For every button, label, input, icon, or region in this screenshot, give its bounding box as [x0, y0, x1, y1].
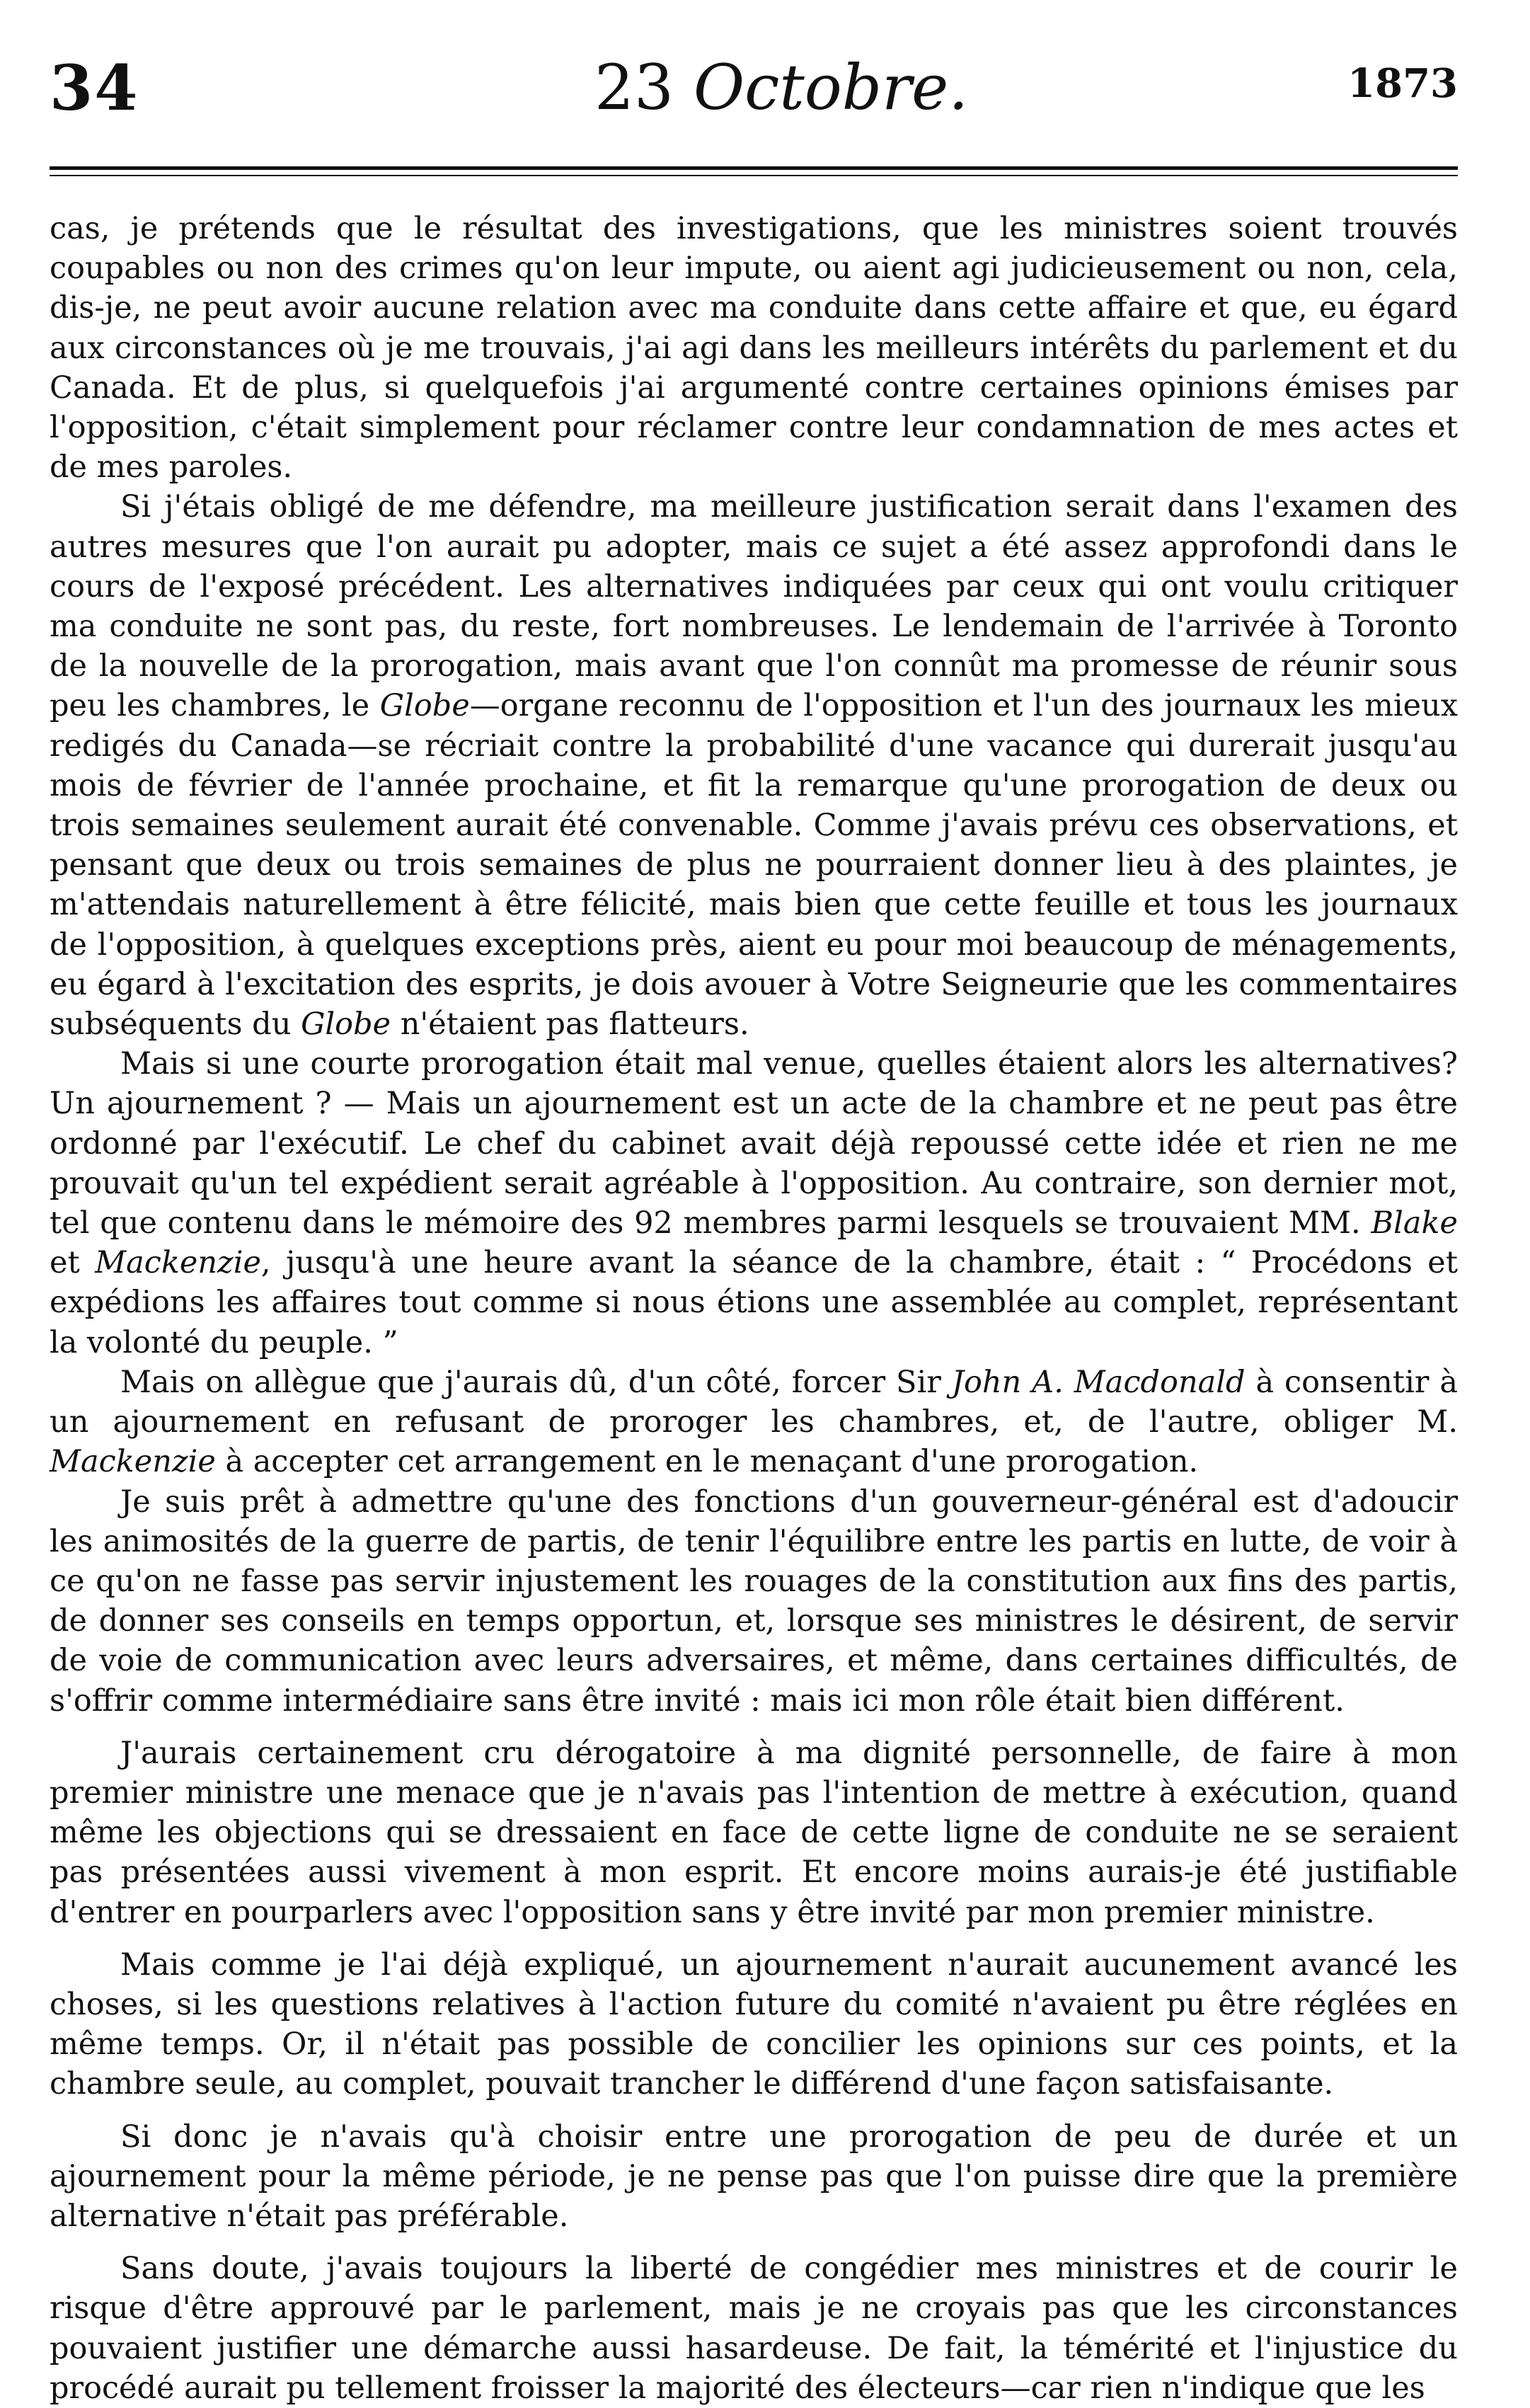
- paragraph: [50, 1733, 1458, 1932]
- paragraph-text: à consentir à un ajournement en refusant de proroger les chambres, et, de l'autre, obliger M.: [50, 1364, 1459, 1440]
- paragraph: [50, 2117, 1458, 2237]
- paragraph-text: et: [50, 1245, 96, 1281]
- paragraph-text: Je suis prêt à admettre qu'une des fonctions d'un gouverneur-général est d'adoucir les animosités de la guerre de partis, de tenir l'équilibre entre les partis en lutte, de voir à ce qu'on ne fasse pas servir injustement les rouages de la constitution aux fins des partis, de donner ses conseils en temps opportun, et, lorsque ses ministres le désirent, de servir de voie de communication avec leurs adversaires, et même, dans certaines difficultés, de s'offrir comme intermédiaire sans être invité : mais ici mon rôle était bien différent.: [50, 1484, 1458, 1719]
- paragraph-text: —organe reconnu de l'opposition et l'un des journaux les mieux redigés du Canada—se récriait contre la probabilité d'une vacance qui durerait jusqu'au mois de février de l'année prochaine, et fit la remarque qu'une prorogation de deux ou trois semaines seulement aurait été convenable. Comme j'avais prévu ces observations, et pensant que deux ou trois semaines de plus ne pourraient donner lieu à des plaintes, je m'attendais naturellement à être félicité, mais bien que cette feuille et tous les journaux de l'opposition, à quelques exceptions près, aient eu pour moi beaucoup de ménagements, eu égard à l'excitation des esprits, je dois avouer à Votre Seigneurie que les commentaires subséquents du: [50, 688, 1458, 1043]
- header-rule-thin: [50, 175, 1458, 176]
- body-text: [50, 209, 1458, 2408]
- italic-text: Globe: [301, 1007, 391, 1043]
- paragraph-text: , jusqu'à une heure avant la séance de la chambre, était : “ Procédons et expédions les affaires tout comme si nous étions une assemblée au complet, représentant la volonté du peuple. ”: [50, 1245, 1458, 1360]
- running-head-date: [594, 51, 969, 124]
- paragraph: [50, 1044, 1458, 1363]
- paragraph-text: à accepter cet arrangement en le menaçant d'une prorogation.: [215, 1444, 1199, 1480]
- paragraph-text: Si donc je n'avais qu'à choisir entre une prorogation de peu de durée et un ajournement pour la même période, je ne pense pas que l'on puisse dire que la première alternative n'était pas préférable.: [50, 2119, 1458, 2234]
- paragraph: [50, 2249, 1458, 2408]
- paragraph-text: Mais si une courte prorogation était mal venue, quelles étaient alors les alternatives? Un ajournement ? — Mais un ajournement est un acte de la chambre et ne peut pas être ordonné par l'exécutif. Le chef du cabinet avait déjà repoussé cette idée et rien ne me prouvait qu'un tel expédient serait agréable à l'opposition. Au contraire, son dernier mot, tel que contenu dans le mémoire des 92 membres parmi lesquels se trouvaient MM.: [50, 1046, 1458, 1242]
- paragraph: [50, 1482, 1458, 1721]
- date-month: Octobre.: [693, 51, 969, 124]
- paragraph-text: Mais on allègue que j'aurais dû, d'un côté, forcer Sir: [120, 1364, 952, 1400]
- paragraph: [50, 487, 1458, 1044]
- running-head-year: 1873: [1347, 60, 1458, 107]
- paragraph: [50, 1945, 1458, 2104]
- italic-text: Mackenzie: [95, 1245, 261, 1281]
- paragraph-text: Mais comme je l'ai déjà expliqué, un ajournement n'aurait aucunement avancé les choses, si les questions relatives à l'action future du comité n'avaient pu être réglées en même temps. Or, il n'était pas possible de concilier les opinions sur ces points, et la chambre seule, au complet, pouvait trancher le différend d'une façon satisfaisante.: [50, 1947, 1458, 2102]
- paragraph-text: cas, je prétends que le résultat des investigations, que les ministres soient trouvés coupables ou non des crimes qu'on leur impute, ou aient agi judicieusement ou non, cela, dis-je, ne peut avoir aucune relation avec ma conduite dans cette affaire et que, eu égard aux circonstances où je me trouvais, j'ai agi dans les meilleurs intérêts du parlement et du Canada. Et de plus, si quelquefois j'ai argumenté contre certaines opinions émises par l'opposition, c'était simplement pour réclamer contre leur condamnation de mes actes et de mes paroles.: [50, 211, 1458, 486]
- italic-text: Globe: [379, 688, 470, 724]
- page-header: [50, 28, 1472, 134]
- paragraph-text: J'aurais certainement cru dérogatoire à ma dignité personnelle, de faire à mon premier ministre une menace que je n'avais pas l'intention de mettre à exécution, quand même les objections qui se dressaient en face de cette ligne de conduite ne se seraient pas présentées aussi vivement à mon esprit. Et encore moins aurais-je été justifiable d'entrer en pourparlers avec l'opposition sans y être invité par mon premier ministre.: [50, 1735, 1458, 1930]
- paragraph: [50, 1363, 1458, 1482]
- header-rule: [50, 166, 1458, 170]
- paragraph-text: n'étaient pas flatteurs.: [391, 1007, 749, 1043]
- paragraph: [50, 209, 1458, 487]
- paragraph-text: Si j'étais obligé de me défendre, ma meilleure justification serait dans l'examen des autres mesures que l'on aurait pu adopter, mais ce sujet a été assez approfondi dans le cours de l'exposé précédent. Les alternatives indiquées par ceux qui ont voulu critiquer ma conduite ne sont pas, du reste, fort nombreuses. Le lendemain de l'arrivée à Toronto de la nouvelle de la prorogation, mais avant que l'on connût ma promesse de réunir sous peu les chambres, le: [50, 489, 1458, 724]
- italic-text: Mackenzie: [50, 1444, 216, 1480]
- page-number: 34: [50, 51, 139, 125]
- date-day: 23: [594, 51, 674, 124]
- document-page: [50, 28, 1472, 2406]
- paragraph-text: Sans doute, j'avais toujours la liberté de congédier mes ministres et de courir le risque d'être approuvé par le parlement, mais je ne croyais pas que les circonstances pouvaient justifier une démarche aussi hasardeuse. De fait, la témérité et l'injustice du procédé aurait pu tellement froisser la majorité des électeurs—car rien n'indique que les: [50, 2251, 1458, 2406]
- italic-text: John A. Macdonald: [951, 1364, 1246, 1400]
- italic-text: Blake: [1371, 1205, 1458, 1242]
